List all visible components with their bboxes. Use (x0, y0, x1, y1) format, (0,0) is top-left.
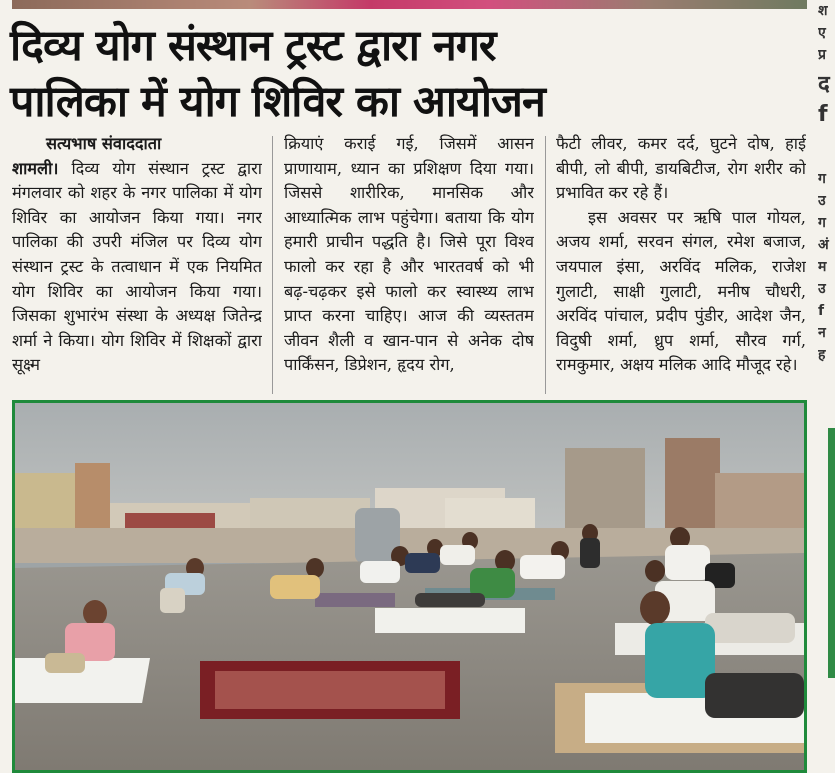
column-1-body (12, 157, 262, 378)
column-1-text: दिव्य योग संस्थान ट्रस्ट द्वारा मंगलवार को शहर के नगर पालिका में योग शिविर का आयोजन किया गया। नगर पालिका की उपरी मंजिल पर दिव्य योग संस्थान ट्रस्ट के तत्वाधान में एक नियमित योग शिविर का आयोजन किया गया। जिसका शुभारंभ संस्था के अध्यक्ष जितेन्द्र शर्मा ने किया। योग शिविर में शिक्षकों द्वारा सूक्ष्म (12, 158, 262, 375)
column-2-text: क्रियाएं कराई गई, जिसमें आसन प्राणायाम, ध्यान का प्रशिक्षण दिया गया। जिससे शारीरिक, मानसिक और आध्यात्मिक लाभ पहुंचेगा। बताया कि योग हमारी प्राचीन पद्धति है। जिसे पूरा विश्व फालो कर रहा है और भारतवर्ष को भी बढ़-चढ़कर इसे फालो कर स्वास्थ्य लाभ प्राप्त करना चाहिए। आज की व्यस्ततम जीवन शैली व खान-पान से अनेक दोष पार्किंसन, डिप्रेशन, हृदय रोग, (284, 134, 534, 375)
column-3-text-a: फैटी लीवर, कमर दर्द, घुटने दोष, हाई बीपी, लो बीपी, डायबिटीज, रोग शरीर को प्रभावित कर रहे हैं। (556, 134, 806, 203)
side-fragment: ग (818, 215, 826, 231)
side-fragment: f (818, 303, 825, 319)
column-divider (272, 136, 273, 394)
article-column-1 (12, 132, 262, 394)
side-fragment: द (818, 72, 830, 97)
side-fragment: उ (818, 193, 826, 209)
side-fragment: प्र (818, 47, 826, 63)
adjacent-column-fragment (818, 0, 835, 773)
headline-line-1: दिव्य योग संस्थान ट्रस्ट द्वारा नगर (10, 21, 496, 71)
side-fragment: ग (818, 171, 826, 187)
side-fragment: ए (818, 25, 826, 41)
headline-line-2: पालिका में योग शिविर का आयोजन (10, 77, 545, 127)
side-fragment: अं (818, 237, 829, 253)
side-fragment: न (818, 325, 826, 341)
side-fragment: f (818, 102, 828, 127)
article-column-2 (284, 132, 534, 394)
byline: सत्यभाष संवाददाता (46, 134, 162, 153)
yoga-camp-photo (12, 400, 807, 773)
dateline: शामली। (12, 158, 59, 178)
headline (10, 18, 810, 130)
side-fragment: उ (818, 281, 826, 297)
side-fragment: ह (818, 347, 826, 363)
rooftop-yoga-illustration (15, 403, 804, 770)
column-3-text-b: इस अवसर पर ऋषि पाल गोयल, अजय शर्मा, सरवन संगल, रमेश बजाज, जयपाल इंसा, अरविंद मलिक, राजेश गुलाटी, साक्षी गुलाटी, मनीष चौधरी, अरविंद पांचाल, प्रदीप पुंडीर, आदेश जैन, विदुषी शर्मा, ध्रुप शर्मा, सौरव गर्ग, रामकुमार, अक्षय मलिक आदि मौजूद रहे। (556, 207, 806, 375)
side-fragment: म (818, 259, 827, 275)
article-column-3 (556, 132, 806, 394)
column-divider (545, 136, 546, 394)
adjacent-photo-border (828, 428, 835, 678)
side-fragment: श (818, 3, 828, 19)
previous-story-photo-strip (12, 0, 807, 9)
